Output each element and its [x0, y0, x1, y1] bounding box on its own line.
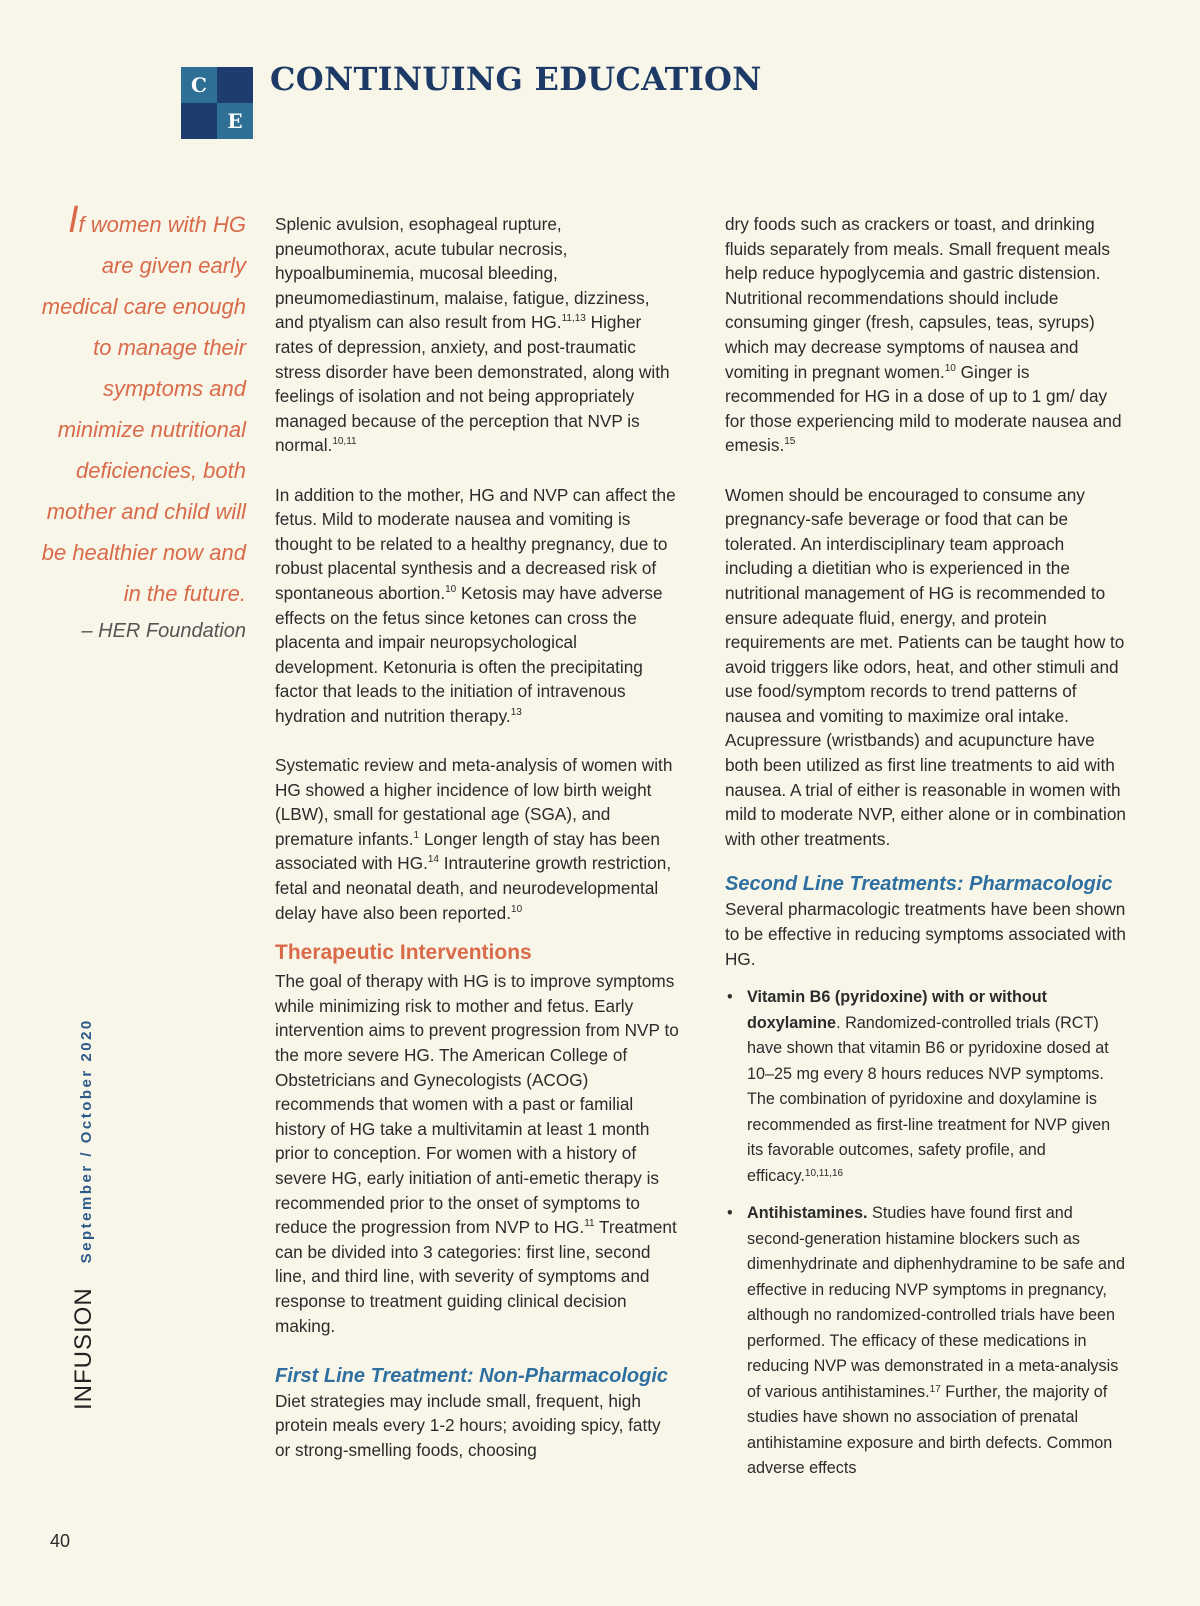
- text-run: Studies have found first and second-generation histamine blockers such as dimenhydrinate and diphenhydramine to be safe and effective in reducing NVP symptoms in pregnancy, although no randomized-controlled trials have been performed. The efficacy of these medications in reducing NVP was demonstrated in a meta-analysis of various antihistamines.: [747, 1204, 1125, 1401]
- logo-letter-e: E: [217, 103, 253, 139]
- citation: 10,11,16: [804, 1167, 844, 1179]
- issue-date: September / October 2020: [78, 1018, 95, 1264]
- article-column-2: [725, 212, 1130, 1494]
- citation: 10,11: [332, 436, 357, 448]
- citation: 10: [944, 362, 956, 374]
- text-run: The goal of therapy with HG is to improve symptoms while minimizing risk to mother and fetus. Early intervention aims to prevent progression from NVP to the more severe HG. The American College of Obstetricians and Gynecologists (ACOG) recommends that women with a past or familial history of HG take a multivitamin at least 1 month prior to conception. For women with a history of severe HG, early initiation of anti-emetic therapy is recommended prior to the onset of symptoms to reduce the progression from NVP to HG.: [275, 971, 679, 1238]
- citation: 15: [784, 436, 796, 448]
- text-run: Systematic review and meta-analysis of women with HG showed a higher incidence of low birth weight (LBW), small for gestational age (SGA), and premature infants.: [275, 755, 673, 849]
- pull-quote-body: f women with HG are given early medical care enough to manage their symptoms and minimize nutritional deficiencies, both mother and child will be healthier now and in the future.: [41, 212, 246, 606]
- paragraph: [725, 212, 1130, 458]
- text-run: dry foods such as crackers or toast, and drinking fluids separately from meals. Small frequent meals help reduce hypoglycemia and gastric distension. Nutritional recommendations should include consuming ginger (fresh, capsules, teas, syrups) which may decrease symptoms of nausea and vomiting in pregnant women.: [725, 214, 1110, 382]
- pull-quote-dropcap: I: [67, 199, 79, 241]
- list-item-term: Vitamin B6 (pyridoxine) with or without doxylamine: [747, 988, 1048, 1032]
- paragraph: Women should be encouraged to consume any pregnancy-safe beverage or food that can be tolerated. An interdisciplinary team approach including a dietitian who is experienced in the nutritional management of HG is recommended to ensure adequate fluid, energy, and protein requirements are met. Patients can be taught how to avoid triggers like odors, heat, and other stimuli and use food/symptom records to trend patterns of nausea and vomiting to maximize oral intake. Acupressure (wristbands) and acupuncture have both been utilized as first line treatments to aid with nausea. A trial of either is reasonable in women with mild to moderate NVP, either alone or in combination with other treatments.: [725, 484, 1126, 849]
- paragraph: [275, 969, 680, 1338]
- paragraph: [275, 212, 680, 458]
- pull-quote-attribution: – HER Foundation: [81, 620, 246, 642]
- text-run: Ginger is recommended for HG in a dose of up to 1 gm/ day for those experiencing mild to moderate nausea and emesis.: [725, 361, 1122, 456]
- citation: 10: [511, 903, 523, 915]
- citation: 17: [929, 1383, 941, 1395]
- paragraph: [275, 753, 680, 925]
- citation: 10: [445, 583, 457, 595]
- list-item: [725, 1201, 1130, 1482]
- logo-letter-c: C: [181, 67, 217, 103]
- ce-logo: [181, 67, 253, 139]
- text-run: Ketosis may have adverse effects on the fetus since ketones can cross the placenta and impair neuropsychological development. Ketonuria is often the precipitating factor that leads to the initiation of intravenous hydration and nutrition therapy.: [275, 582, 663, 726]
- list-item: [725, 985, 1130, 1189]
- citation: 1: [413, 829, 420, 841]
- list-item-term: Antihistamines.: [747, 1204, 868, 1223]
- sidebar-masthead: [70, 1018, 98, 1410]
- section-heading-therapeutic: Therapeutic Interventions: [275, 941, 532, 965]
- text-run: Further, the majority of studies have shown no association of prenatal antihistamine exposure and birth defects. Common adverse effects: [747, 1382, 1113, 1478]
- page-number: 40: [50, 1531, 71, 1551]
- citation: 11: [584, 1218, 595, 1230]
- citation: 13: [510, 706, 522, 718]
- citation: 11,13: [561, 313, 586, 325]
- paragraph: Several pharmacologic treatments have been shown to be effective in reducing symptoms associated with HG.: [725, 899, 1126, 969]
- page-title: CONTINUING EDUCATION: [270, 60, 762, 98]
- section-heading-first-line: First Line Treatment: Non-Pharmacologic: [275, 1364, 669, 1387]
- pull-quote: [40, 200, 246, 648]
- treatment-list: [725, 985, 1130, 1482]
- text-run: Longer length of stay has been associated with HG.: [275, 828, 660, 874]
- article-column-1: [275, 212, 680, 1487]
- citation: 14: [427, 854, 439, 866]
- text-run: Treatment can be divided into 3 categories: first line, second line, and third line, with severity of symptoms and response to treatment guiding clinical decision making.: [275, 1217, 677, 1336]
- section-heading-second-line: Second Line Treatments: Pharmacologic: [725, 873, 1113, 896]
- text-run: . Randomized-controlled trials (RCT) have shown that vitamin B6 or pyridoxine dosed at 10–25 mg every 8 hours reduces NVP symptoms. The combination of pyridoxine and doxylamine is recommended as first-line treatment for NVP given its favorable outcomes, safety profile, and efficacy.: [747, 1013, 1111, 1185]
- magazine-brand: INFUSION: [70, 1287, 97, 1410]
- paragraph: [275, 483, 680, 729]
- pull-quote-text: [40, 200, 246, 614]
- text-run: Splenic avulsion, esophageal rupture, pneumothorax, acute tubular necrosis, hypoalbuminemia, mucosal bleeding, pneumomediastinum, malaise, fatigue, dizziness, and ptyalism can also result from HG.: [275, 214, 650, 333]
- paragraph: Diet strategies may include small, frequent, high protein meals every 1-2 hours; avoiding spicy, fatty or strong-smelling foods, choosing: [275, 1390, 661, 1460]
- text-run: Intrauterine growth restriction, fetal and neonatal death, and neurodevelopmental delay have also been reported.: [275, 853, 672, 923]
- logo-square: [217, 67, 253, 103]
- text-run: Higher rates of depression, anxiety, and post-traumatic stress disorder have been demonstrated, along with feelings of isolation and not being appropriately managed because of the perception that NVP is normal.: [275, 312, 670, 456]
- logo-square: [181, 103, 217, 139]
- text-run: In addition to the mother, HG and NVP can affect the fetus. Mild to moderate nausea and vomiting is thought to be related to a healthy pregnancy, due to robust placental synthesis and a decreased risk of spontaneous abortion.: [275, 484, 676, 603]
